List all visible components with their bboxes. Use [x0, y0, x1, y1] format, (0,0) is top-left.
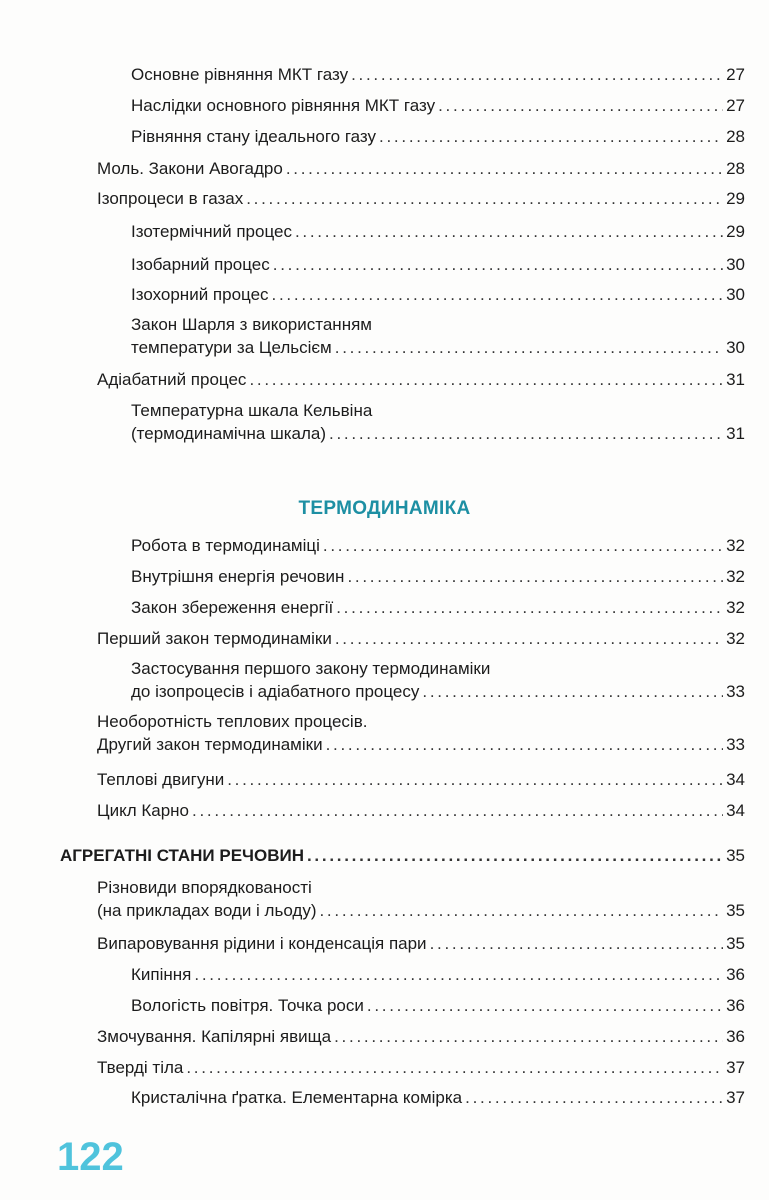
toc-entry[interactable]	[131, 253, 745, 276]
dot-leader	[295, 220, 723, 243]
entry-page: 30	[726, 338, 745, 357]
dot-leader	[272, 283, 724, 306]
entry-page: 32	[726, 598, 745, 617]
dot-leader	[367, 994, 723, 1017]
dot-leader	[329, 422, 723, 445]
entry-title: Тверді тіла	[97, 1058, 184, 1077]
entry-title: Кристалічна ґратка. Елементарна комірка	[131, 1088, 463, 1107]
entry-title: Кипіння	[131, 965, 192, 984]
dot-leader	[347, 565, 723, 588]
toc-entry[interactable]	[97, 932, 745, 955]
entry-page: 31	[726, 424, 745, 443]
entry-page: 28	[726, 127, 745, 146]
entry-page: 32	[726, 567, 745, 586]
entry-page: 36	[726, 1027, 745, 1046]
entry-title: Ізохорний процес	[131, 285, 269, 304]
entry-title: Наслідки основного рівняння МКТ газу	[131, 96, 436, 115]
entry-title: Ізотермічний процес	[131, 222, 292, 241]
entry-title-line: Необоротність теплових процесів.	[97, 712, 368, 731]
entry-title: Робота в термодинаміці	[131, 536, 320, 555]
entry-page: 30	[726, 285, 745, 304]
entry-title: Моль. Закони Авогадро	[97, 159, 283, 178]
entry-page: 28	[726, 159, 745, 178]
toc-entry[interactable]	[131, 399, 745, 445]
toc-entry[interactable]	[97, 710, 745, 756]
entry-page: 32	[726, 629, 745, 648]
dot-leader	[186, 1056, 723, 1079]
section-heading: ТЕРМОДИНАМІКА	[298, 498, 471, 519]
dot-leader	[335, 627, 723, 650]
toc-entry[interactable]	[131, 220, 745, 243]
toc-entry[interactable]	[97, 768, 745, 791]
entry-title: Ізобарний процес	[131, 255, 270, 274]
entry-page: 36	[726, 965, 745, 984]
dot-leader	[326, 733, 724, 756]
dot-leader	[249, 368, 723, 391]
entry-title: АГРЕГАТНІ СТАНИ РЕЧОВИН	[60, 846, 304, 865]
toc-entry[interactable]	[97, 1056, 745, 1079]
dot-leader	[227, 768, 723, 791]
dot-leader	[323, 534, 723, 557]
entry-title: Основне рівняння МКТ газу	[131, 65, 349, 84]
entry-title: Закон збереження енергії	[131, 598, 334, 617]
toc-entry[interactable]	[60, 844, 745, 867]
toc-entry[interactable]	[97, 876, 745, 922]
dot-leader	[192, 799, 723, 822]
dot-leader	[286, 157, 723, 180]
entry-title-line: Закон Шарля з використанням	[131, 315, 372, 334]
entry-title-line: Застосування першого закону термодинаміки	[131, 659, 491, 678]
entry-title: (на прикладах води і льоду)	[97, 901, 317, 920]
entry-title: до ізопроцесів і адіабатного процесу	[131, 682, 420, 701]
toc-entry[interactable]	[131, 565, 745, 588]
dot-leader	[246, 187, 723, 210]
entry-page: 29	[726, 222, 745, 241]
toc-entry[interactable]	[131, 534, 745, 557]
toc-entry[interactable]	[131, 963, 745, 986]
toc-entry[interactable]	[131, 596, 745, 619]
toc-entry[interactable]	[131, 657, 745, 703]
dot-leader	[465, 1086, 723, 1109]
entry-title: Перший закон термодинаміки	[97, 629, 332, 648]
dot-leader	[438, 94, 723, 117]
toc-entry[interactable]	[97, 187, 745, 210]
toc-entry[interactable]	[131, 994, 745, 1017]
entry-title: (термодинамічна шкала)	[131, 424, 327, 443]
entry-title: Вологість повітря. Точка роси	[131, 996, 364, 1015]
entry-page: 29	[726, 189, 745, 208]
dot-leader	[351, 63, 723, 86]
entry-page: 30	[726, 255, 745, 274]
entry-page: 33	[726, 682, 745, 701]
dot-leader	[273, 253, 723, 276]
toc-entry[interactable]	[97, 157, 745, 180]
dot-leader	[194, 963, 723, 986]
entry-title: Випаровування рідини і конденсація пари	[97, 934, 427, 953]
dot-leader	[430, 932, 724, 955]
entry-page: 32	[726, 536, 745, 555]
entry-title: Адіабатний процес	[97, 370, 247, 389]
entry-page: 34	[726, 770, 745, 789]
entry-page: 27	[726, 65, 745, 84]
entry-title-line: Різновиди впорядкованості	[97, 878, 312, 897]
dot-leader	[335, 336, 723, 359]
entry-page: 37	[726, 1088, 745, 1107]
entry-title-line: Температурна шкала Кельвіна	[131, 401, 373, 420]
entry-page: 37	[726, 1058, 745, 1077]
entry-title: температури за Цельсієм	[131, 338, 332, 357]
toc-entry[interactable]	[97, 368, 745, 391]
entry-page: 27	[726, 96, 745, 115]
entry-page: 36	[726, 996, 745, 1015]
toc-entry[interactable]	[131, 313, 745, 359]
dot-leader	[334, 1025, 723, 1048]
entry-page: 35	[726, 934, 745, 953]
toc-entry[interactable]	[97, 1025, 745, 1048]
dot-leader	[379, 125, 723, 148]
entry-page: 35	[726, 901, 745, 920]
entry-title: Внутрішня енергія речовин	[131, 567, 345, 586]
page-number: 122	[57, 1135, 124, 1179]
dot-leader	[319, 899, 723, 922]
toc-entry[interactable]	[97, 627, 745, 650]
entry-title: Теплові двигуни	[97, 770, 225, 789]
dot-leader	[336, 596, 723, 619]
toc-entry[interactable]	[131, 94, 745, 117]
entry-title: Другий закон термодинаміки	[97, 735, 323, 754]
toc-entry[interactable]	[97, 799, 745, 822]
entry-title: Ізопроцеси в газах	[97, 189, 244, 208]
entry-title: Рівняння стану ідеального газу	[131, 127, 377, 146]
entry-title: Змочування. Капілярні явища	[97, 1027, 332, 1046]
entry-page: 35	[726, 846, 745, 865]
dot-leader	[422, 680, 723, 703]
toc-entry[interactable]	[131, 1086, 745, 1109]
entry-page: 34	[726, 801, 745, 820]
entry-title: Цикл Карно	[97, 801, 189, 820]
dot-leader	[307, 844, 723, 867]
toc-entry[interactable]	[131, 283, 745, 306]
toc-entry[interactable]	[131, 63, 745, 86]
entry-page: 31	[726, 370, 745, 389]
entry-page: 33	[726, 735, 745, 754]
toc-entry[interactable]	[131, 125, 745, 148]
